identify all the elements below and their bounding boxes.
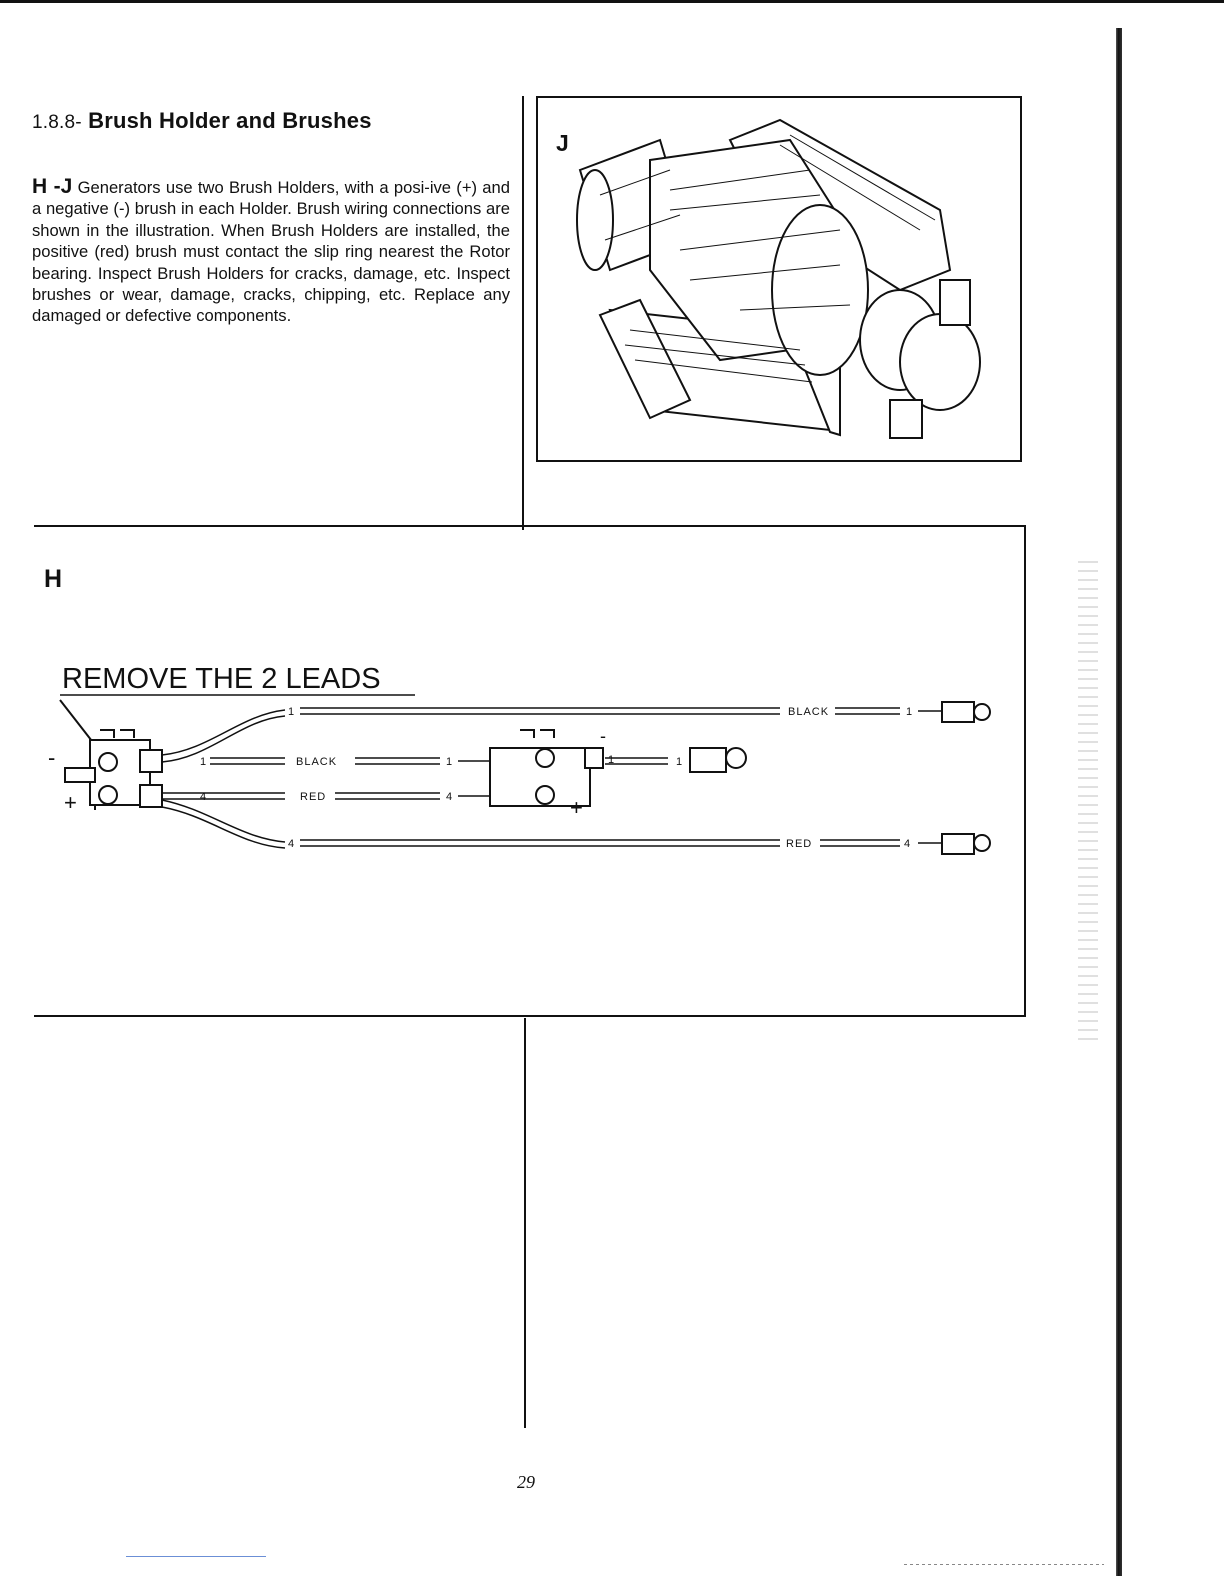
ring-terminals bbox=[690, 702, 990, 854]
body-text: Generators use two Brush Holders, with a posi-ive (+) and a negative (-) brush in each Holder. Brush wiring connections are shown in the illustration. When Brush Holders are installed, the positive (red) brush must contact the slip ring nearest the Rotor bearing. Inspect Brush Holders for cracks, damage, etc. Inspect brushes or wear, damage, cracks, chipping, etc. Replace any damaged or defective components. bbox=[32, 178, 510, 326]
label-mid1-out-end: 1 bbox=[676, 756, 683, 768]
section-title: Brush Holder and Brushes bbox=[88, 108, 372, 133]
figure-h-frame-bottom bbox=[34, 1015, 1026, 1017]
middle-brush-holder bbox=[490, 730, 603, 806]
label-mid1-end: 1 bbox=[446, 756, 453, 768]
generator-rotor-illustration bbox=[540, 100, 1018, 458]
page-number: 29 bbox=[517, 1472, 535, 1492]
figure-h-label: H bbox=[44, 565, 63, 593]
top-border-line bbox=[0, 0, 1224, 3]
label-top-color: BLACK bbox=[788, 706, 830, 718]
label-mid1-out-start: 1 bbox=[608, 754, 615, 766]
body-paragraph bbox=[32, 176, 510, 327]
scan-edge-noise bbox=[1078, 560, 1098, 1040]
label-mid1-color: BLACK bbox=[296, 756, 338, 768]
label-mid2-start: 4 bbox=[200, 791, 207, 803]
label-mid1-start: 1 bbox=[200, 756, 207, 768]
column-divider-bottom bbox=[524, 1018, 526, 1428]
figure-h-frame-right bbox=[1024, 525, 1026, 1017]
bottom-dotted-mark bbox=[904, 1564, 1104, 1565]
bottom-blue-mark bbox=[126, 1556, 266, 1557]
body-lead: H -J bbox=[32, 175, 73, 198]
label-bot-start: 4 bbox=[288, 838, 295, 850]
section-heading bbox=[32, 108, 372, 134]
label-mid2-color: RED bbox=[300, 791, 327, 803]
label-bot-end: 4 bbox=[904, 838, 911, 850]
label-mid2-end: 4 bbox=[446, 791, 453, 803]
figure-h-frame-top bbox=[34, 525, 1026, 527]
label-top-start: 1 bbox=[288, 706, 295, 718]
section-number: 1.8.8- bbox=[32, 112, 82, 133]
left-holder-pos: + bbox=[64, 790, 77, 815]
figure-j-label: J bbox=[556, 130, 569, 156]
label-top-end: 1 bbox=[906, 706, 913, 718]
scan-edge-bar bbox=[1116, 28, 1122, 1576]
mid-holder-pos: + bbox=[570, 795, 583, 820]
left-holder-neg: - bbox=[48, 745, 56, 770]
label-bot-color: RED bbox=[786, 838, 813, 850]
mid-holder-neg: - bbox=[600, 726, 606, 746]
brush-wiring-diagram bbox=[40, 650, 1020, 870]
caption-remove-leads: REMOVE THE 2 LEADS bbox=[62, 663, 381, 695]
column-divider-top bbox=[522, 96, 524, 530]
